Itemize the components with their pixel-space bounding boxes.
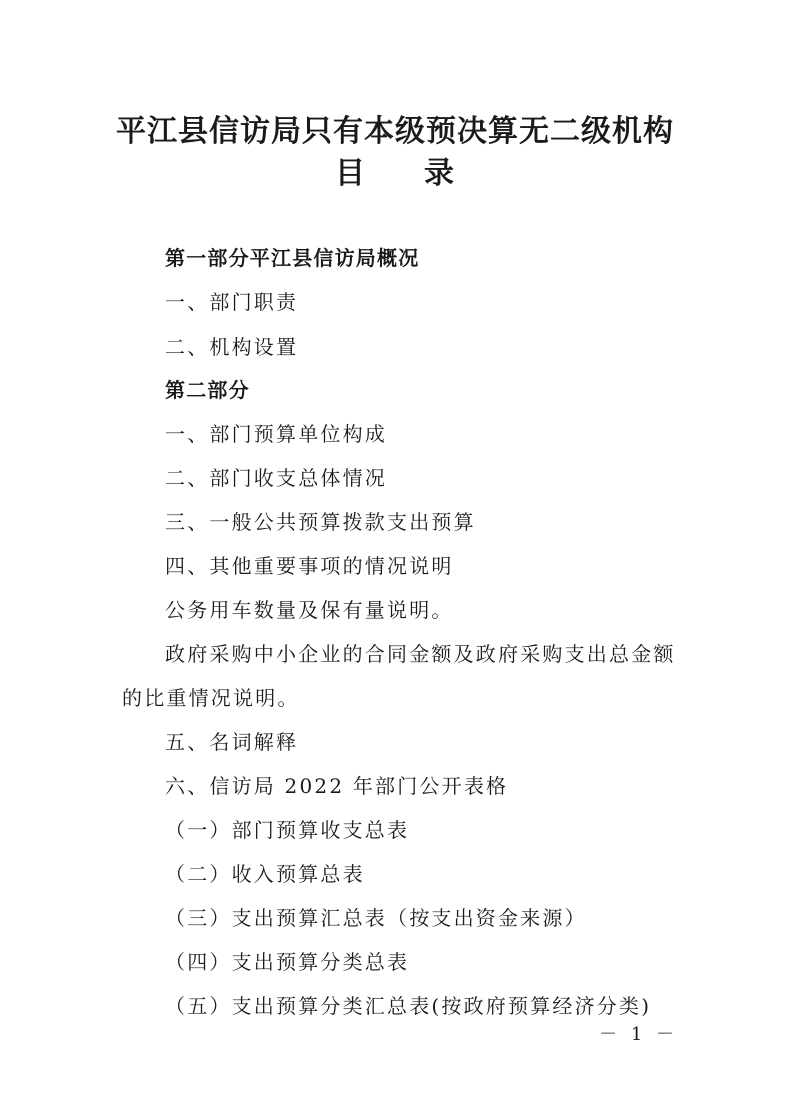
toc-part1-item-structure: 二、机构设置 <box>165 335 299 359</box>
toc-part1-heading: 第一部分平江县信访局概况 <box>165 246 420 270</box>
toc-heading-char-1: 目 <box>335 156 366 191</box>
toc-part2-item-units: 一、部门预算单位构成 <box>165 422 387 446</box>
toc-table-item: （五）支出预算分类汇总表(按政府预算经济分类) <box>165 994 652 1018</box>
toc-table-item: （二）收入预算总表 <box>165 862 365 886</box>
table-of-contents-heading <box>0 148 790 192</box>
document-title: 平江县信访局只有本级预决算无二级机构 <box>116 114 674 149</box>
toc-table-item: （四）支出预算分类总表 <box>165 950 410 974</box>
toc-table-item: （一）部门预算收支总表 <box>165 818 410 842</box>
toc-part2-item-public-budget: 三、一般公共预算拨款支出预算 <box>165 510 476 534</box>
toc-part2-subitem-procurement-line1: 政府采购中小企业的合同金额及政府采购支出总金额 <box>165 642 676 666</box>
toc-part2-item-tables: 六、信访局 2022 年部门公开表格 <box>165 774 509 798</box>
toc-part2-item-other-matters: 四、其他重要事项的情况说明 <box>165 554 454 578</box>
page-number: － 1 － <box>599 1024 678 1045</box>
toc-part2-item-overview: 二、部门收支总体情况 <box>165 466 387 490</box>
toc-part2-heading: 第二部分 <box>165 378 250 402</box>
toc-part2-subitem-vehicles: 公务用车数量及保有量说明。 <box>165 598 454 622</box>
toc-heading-char-2: 录 <box>424 156 455 191</box>
toc-part2-subitem-procurement-line2: 的比重情况说明。 <box>122 686 300 710</box>
toc-part2-item-glossary: 五、名词解释 <box>165 730 299 754</box>
toc-part1-item-duties: 一、部门职责 <box>165 290 299 314</box>
toc-table-item: （三）支出预算汇总表（按支出资金来源） <box>165 906 587 930</box>
